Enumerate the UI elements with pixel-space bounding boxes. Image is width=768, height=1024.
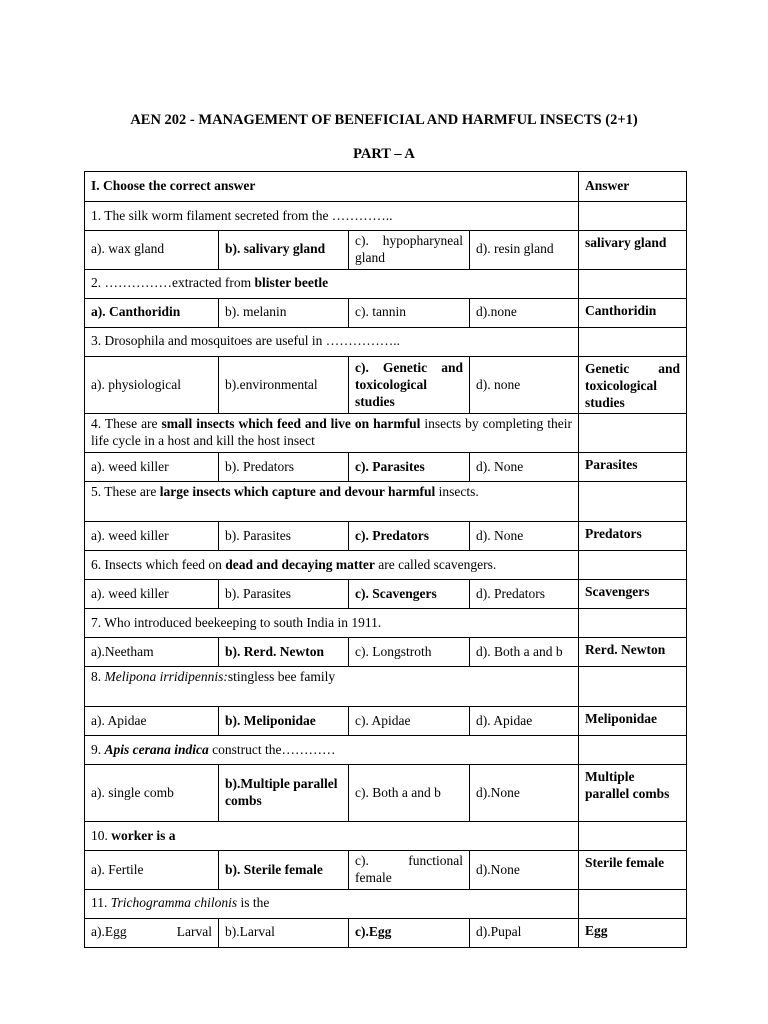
question-text-segment: 6. Insects which feed on <box>91 556 226 572</box>
options-row <box>85 851 687 890</box>
option-a: a). Canthoridin <box>85 298 219 327</box>
option-b: b). Meliponidae <box>219 707 349 736</box>
options-row <box>85 231 687 270</box>
answer-cell: Scavengers <box>579 580 687 609</box>
option-d: d).None <box>470 765 579 822</box>
answer-blank-cell <box>579 202 687 231</box>
question-column-header: I. Choose the correct answer <box>85 172 579 202</box>
question-text-segment: 11. <box>91 895 111 911</box>
question-text-segment: are called scavengers. <box>374 556 497 572</box>
table-header-row <box>85 172 687 202</box>
option-c: c).Egg <box>349 918 470 947</box>
option-b: b). melanin <box>219 298 349 327</box>
answer-cell: Rerd. Newton <box>579 638 687 667</box>
option-a: a). Apidae <box>85 707 219 736</box>
question-text <box>85 822 579 851</box>
question-text-segment: blister beetle <box>254 275 329 291</box>
option-c: c). Parasites <box>349 453 470 482</box>
question-text <box>85 736 579 765</box>
question-row <box>85 482 687 522</box>
question-text-segment: dead and decaying matter <box>225 556 375 572</box>
question-row <box>85 609 687 638</box>
question-text-segment: large insects which capture and devour harmful <box>159 484 436 500</box>
answer-cell: Egg <box>579 918 687 947</box>
answer-blank-cell <box>579 414 687 453</box>
mcq-table <box>84 171 687 948</box>
question-text-segment: worker is a <box>111 827 176 843</box>
answer-blank-cell <box>579 822 687 851</box>
option-c: c). tannin <box>349 298 470 327</box>
options-row <box>85 638 687 667</box>
question-text-segment: 9. <box>91 741 105 757</box>
option-a: a). weed killer <box>85 522 219 551</box>
option-c: c). Apidae <box>349 707 470 736</box>
question-text <box>85 889 579 918</box>
option-c: c). hypopharyneal gland <box>349 231 470 270</box>
question-text-segment: 10. <box>91 827 112 843</box>
question-text-segment: insects by completing their life cycle in a host and kill the host insect <box>91 416 573 449</box>
answer-column-header: Answer <box>579 172 687 202</box>
question-row <box>85 736 687 765</box>
option-d: d). Apidae <box>470 707 579 736</box>
option-c: c). Longstroth <box>349 638 470 667</box>
answer-cell: Predators <box>579 522 687 551</box>
answer-blank-cell <box>579 327 687 356</box>
option-b: b). Parasites <box>219 522 349 551</box>
option-d: d).Pupal <box>470 918 579 947</box>
option-b: b). Sterile female <box>219 851 349 890</box>
question-text-segment: construct the………… <box>208 741 336 757</box>
option-d: d).none <box>470 298 579 327</box>
answer-blank-cell <box>579 551 687 580</box>
question-text-segment: 2. ……………extracted from <box>91 275 255 291</box>
option-a: a). single comb <box>85 765 219 822</box>
answer-cell: Meliponidae <box>579 707 687 736</box>
option-b: b).Larval <box>219 918 349 947</box>
question-text <box>85 551 579 580</box>
answer-cell: Parasites <box>579 453 687 482</box>
answer-cell: Canthoridin <box>579 298 687 327</box>
option-d: d). resin gland <box>470 231 579 270</box>
question-text-segment: 1. The silk worm filament secreted from the ………….. <box>91 207 393 223</box>
option-d: d). None <box>470 453 579 482</box>
question-text-segment: small insects which feed and live on harmful <box>161 416 421 432</box>
option-c: c). Both a and b <box>349 765 470 822</box>
question-text-segment: 8. <box>91 669 105 685</box>
option-d: d). Both a and b <box>470 638 579 667</box>
option-a: a).Neetham <box>85 638 219 667</box>
option-b: b). Predators <box>219 453 349 482</box>
option-d: d). None <box>470 522 579 551</box>
option-a: a). wax gland <box>85 231 219 270</box>
question-row <box>85 667 687 707</box>
question-text-segment: 4. These are <box>91 416 162 432</box>
answer-cell: Sterile female <box>579 851 687 890</box>
options-row <box>85 298 687 327</box>
answer-blank-cell <box>579 736 687 765</box>
option-c: c). Predators <box>349 522 470 551</box>
question-row <box>85 889 687 918</box>
option-a: a). weed killer <box>85 453 219 482</box>
options-row <box>85 580 687 609</box>
answer-blank-cell <box>579 609 687 638</box>
option-b: b).environmental <box>219 356 349 414</box>
question-text-segment: 3. Drosophila and mosquitoes are useful in …………….. <box>91 333 400 349</box>
option-b: b). Parasites <box>219 580 349 609</box>
question-text <box>85 609 579 638</box>
question-row <box>85 414 687 453</box>
question-text <box>85 327 579 356</box>
option-d: d).None <box>470 851 579 890</box>
option-a: a). Fertile <box>85 851 219 890</box>
answer-blank-cell <box>579 269 687 298</box>
question-row <box>85 269 687 298</box>
option-c: c). Genetic and toxicological studies <box>349 356 470 414</box>
question-row <box>85 551 687 580</box>
part-heading: PART – A <box>353 146 415 162</box>
option-d: d). Predators <box>470 580 579 609</box>
question-text <box>85 414 579 453</box>
answer-cell: Genetic and toxicological studies <box>579 356 687 414</box>
question-row <box>85 327 687 356</box>
options-row <box>85 765 687 822</box>
answer-blank-cell <box>579 482 687 522</box>
answer-blank-cell <box>579 889 687 918</box>
option-b: b).Multiple parallel combs <box>219 765 349 822</box>
question-text-segment: 5. These are <box>91 484 160 500</box>
question-text-segment: Melipona irridipennis: <box>104 669 228 685</box>
option-c: c). Scavengers <box>349 580 470 609</box>
option-a: a).Egg Larval <box>85 918 219 947</box>
option-a: a). physiological <box>85 356 219 414</box>
question-row <box>85 202 687 231</box>
question-text-segment: Trichogramma chilonis <box>110 895 238 911</box>
option-a: a). weed killer <box>85 580 219 609</box>
question-text-segment: Apis cerana indica <box>104 741 209 757</box>
document-title: AEN 202 - MANAGEMENT OF BENEFICIAL AND HARMFUL INSECTS (2+1) <box>130 112 638 128</box>
option-c: c). functional female <box>349 851 470 890</box>
option-b: b). Rerd. Newton <box>219 638 349 667</box>
question-text-segment: stingless bee family <box>227 669 336 685</box>
question-text <box>85 202 579 231</box>
answer-cell: Multiple parallel combs <box>579 765 687 822</box>
options-row <box>85 453 687 482</box>
question-text-segment: is the <box>237 895 270 911</box>
question-text-segment: insects. <box>435 484 479 500</box>
question-text-segment: 7. Who introduced beekeeping to south India in 1911. <box>91 614 382 630</box>
question-text <box>85 667 579 707</box>
answer-cell: salivary gland <box>579 231 687 270</box>
options-row <box>85 707 687 736</box>
option-b: b). salivary gland <box>219 231 349 270</box>
answer-blank-cell <box>579 667 687 707</box>
options-row <box>85 522 687 551</box>
question-text <box>85 482 579 522</box>
options-row <box>85 356 687 414</box>
option-d: d). none <box>470 356 579 414</box>
question-row <box>85 822 687 851</box>
options-row <box>85 918 687 947</box>
question-text <box>85 269 579 298</box>
